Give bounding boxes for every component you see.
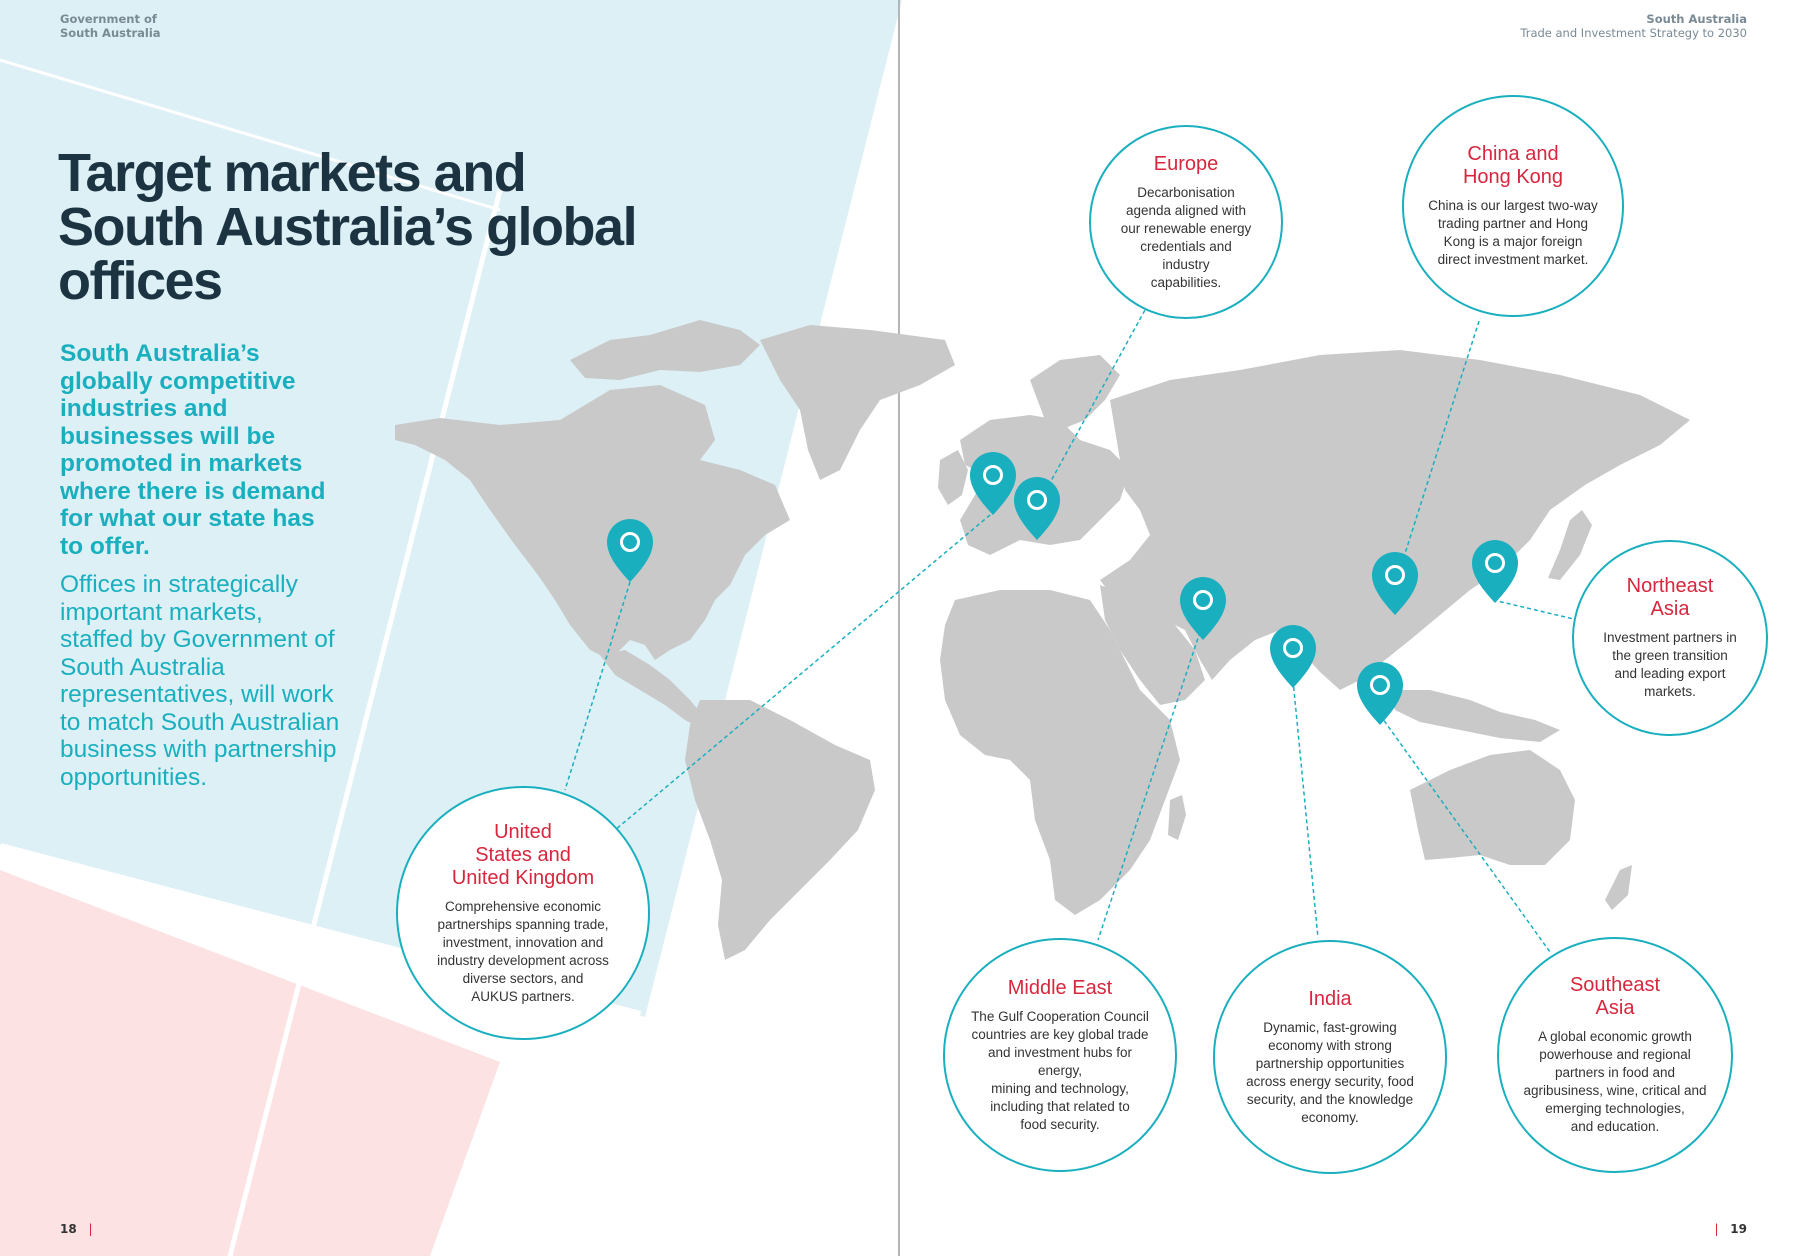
canadian-arctic-islands xyxy=(570,320,760,380)
page-number-right-divider: | xyxy=(1714,1222,1727,1236)
northeast-asia-location-pin-icon xyxy=(1472,540,1518,603)
southeast-asia-location-pin-icon xyxy=(1357,662,1403,725)
north-america-landmass xyxy=(395,385,790,660)
page-number-left xyxy=(60,1222,93,1236)
market-circle-northeast-asia xyxy=(1572,540,1768,736)
page-number-right-value: 19 xyxy=(1730,1222,1747,1236)
body-paragraph: Offices in strategically important markets, staffed by Government of South Australia representatives, will work to match South Australian business with partnership opportunities. xyxy=(60,571,340,791)
japan-landmass xyxy=(1548,510,1592,580)
market-desc-southeast-asia: A global economic growth powerhouse and regional partners in food and agribusiness, wine, critical and emerging technologies, and education. xyxy=(1523,1029,1707,1134)
header-doc-subtitle: Trade and Investment Strategy to 2030 xyxy=(1520,26,1747,40)
market-circle-china-hong-kong xyxy=(1402,95,1624,317)
market-circle-southeast-asia xyxy=(1497,937,1733,1173)
british-isles-landmass xyxy=(938,450,968,505)
greenland-landmass xyxy=(760,325,955,480)
central-america-landmass xyxy=(600,650,705,728)
header-org-line-1: Government of xyxy=(60,12,157,26)
market-circle-europe xyxy=(1089,125,1283,319)
market-title-china-hong-kong: China and Hong Kong xyxy=(1462,143,1564,188)
australia-landmass xyxy=(1410,750,1575,865)
header-doc-title: South Australia xyxy=(1646,12,1747,26)
madagascar-landmass xyxy=(1168,795,1186,840)
market-desc-middle-east: The Gulf Cooperation Council countries are key global trade and investment hubs for energy, mining and technology, including that related to food security. xyxy=(971,1008,1149,1132)
market-desc-us-uk: Comprehensive economic partnerships spanning trade, investment, innovation and industry development across diverse sectors, and AUKUS partners. xyxy=(437,898,609,1004)
market-circle-us-uk xyxy=(396,786,650,1040)
market-desc-china-hong-kong: China is our largest two-way trading partner and Hong Kong is a major foreign direct investment market. xyxy=(1428,198,1598,267)
market-desc-europe: Decarbonisation agenda aligned with our renewable energy credentials and industry capabilities. xyxy=(1120,184,1252,290)
south-america-landmass xyxy=(685,700,875,960)
new-zealand-landmass xyxy=(1605,865,1632,910)
page-number-left-value: 18 xyxy=(60,1222,77,1236)
market-title-northeast-asia: Northeast Asia xyxy=(1626,575,1714,620)
market-title-southeast-asia: Southeast Asia xyxy=(1569,974,1661,1019)
market-title-india: India xyxy=(1308,987,1352,1010)
page-number-left-divider: | xyxy=(80,1222,93,1236)
market-circle-india xyxy=(1213,940,1447,1174)
market-desc-india: Dynamic, fast-growing economy with strong partnership opportunities across energy security, food security, and the knowledge economy. xyxy=(1246,1019,1414,1125)
southeast-asia-islands xyxy=(1390,690,1560,742)
market-title-middle-east: Middle East xyxy=(1007,976,1113,999)
market-circle-middle-east xyxy=(943,938,1177,1172)
market-title-us-uk: United States and United Kingdom xyxy=(451,820,595,889)
header-org-line-2: South Australia xyxy=(60,26,161,40)
connector-northeast-asia xyxy=(1493,600,1578,620)
market-title-europe: Europe xyxy=(1153,152,1219,175)
india-location-pin-icon xyxy=(1270,625,1316,688)
connector-india xyxy=(1293,680,1318,938)
lead-paragraph: South Australia’s globally competitive industries and businesses will be promoted in markets where there is demand for what our state has to offer. xyxy=(60,340,326,560)
page-title: Target markets and South Australia’s global offices xyxy=(58,143,637,311)
page-number-right xyxy=(1714,1222,1747,1236)
market-desc-northeast-asia: Investment partners in the green transition and leading export markets. xyxy=(1603,630,1737,699)
